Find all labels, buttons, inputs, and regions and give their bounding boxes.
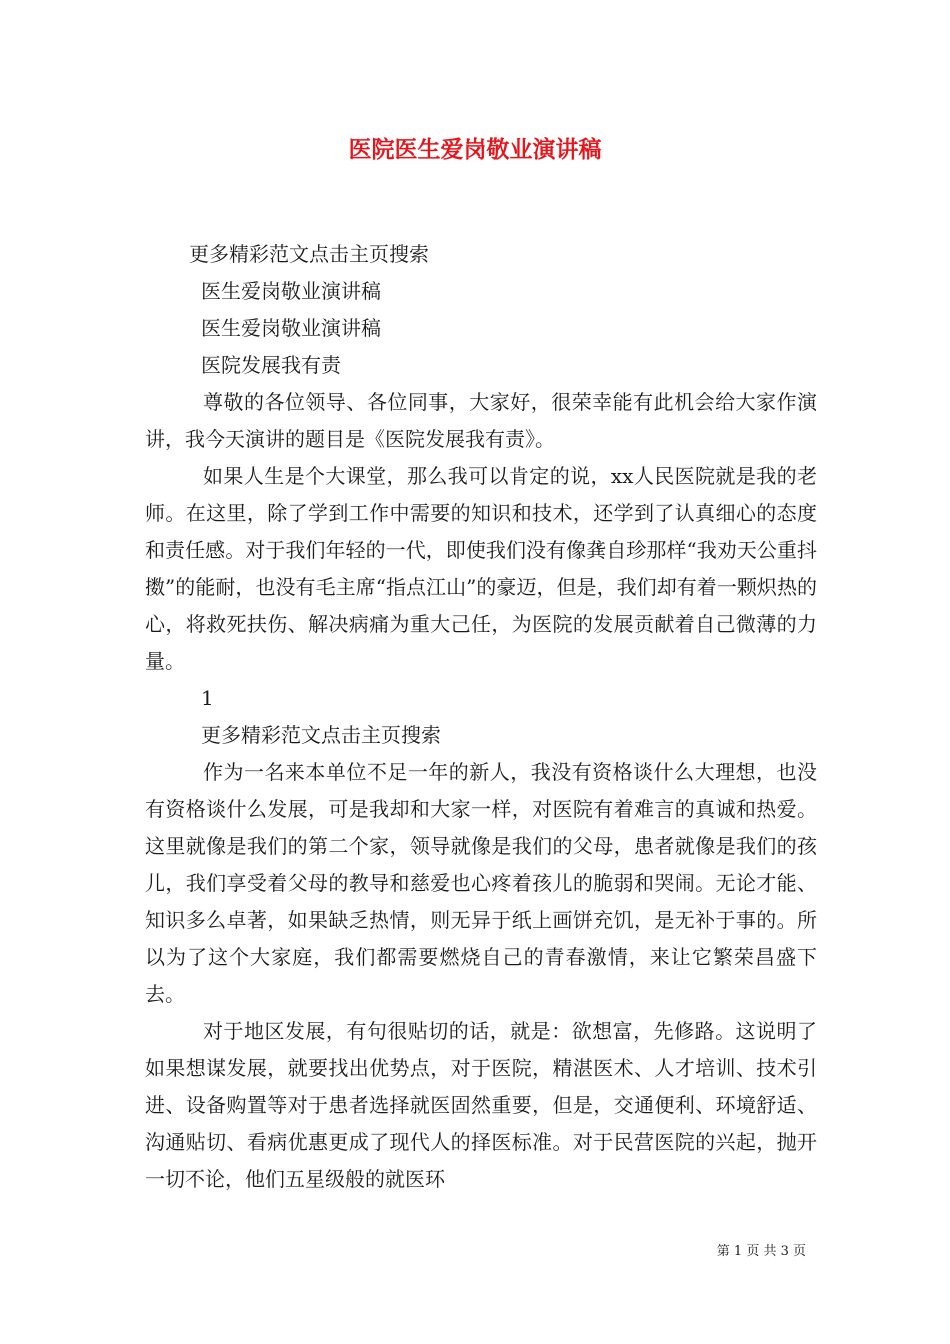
header-line-topic: 医院发展我有责	[201, 353, 341, 377]
page-footer: 第 1 页 共 3 页	[716, 1244, 806, 1259]
repeat-promo-line: 更多精彩范文点击主页搜索	[201, 723, 441, 747]
document-body	[145, 236, 817, 1198]
header-line-subtitle: 医生爱岗敬业演讲稿	[201, 279, 381, 303]
document-title: 医院医生爱岗敬业演讲稿	[348, 136, 602, 163]
header-line-subtitle: 医生爱岗敬业演讲稿	[201, 316, 381, 340]
paragraph: 尊敬的各位领导、各位同事，大家好，很荣幸能有此机会给大家作演讲，我今天演讲的题目是《医院发展我有责》。	[145, 390, 817, 451]
header-line-promo: 更多精彩范文点击主页搜索	[189, 242, 429, 266]
paragraph: 如果人生是个大课堂，那么我可以肯定的说，xx人民医院就是我的老师。在这里，除了学到工作中需要的知识和技术，还学到了认真细心的态度和责任感。对于我们年轻的一代，即使我们没有像龚自珍那样“我劝天公重抖擞”的能耐，也没有毛主席“指点江山”的豪迈，但是，我们却有着一颗炽热的心，将救死扶伤、解决病痛为重大己任，为医院的发展贡献着自己微薄的力量。	[145, 464, 817, 673]
paragraph: 对于地区发展，有句很贴切的话，就是：欲想富，先修路。这说明了如果想谋发展，就要找出优势点，对于医院，精湛医术、人才培训、技术引进、设备购置等对于患者选择就医固然重要，但是，交通便利、环境舒适、沟通贴切、看病优惠更成了现代人的择医标准。对于民营医院的兴起，抛开一切不论，他们五星级般的就医环	[145, 1019, 817, 1191]
page-marker: 1	[201, 686, 214, 710]
paragraph: 作为一名来本单位不足一年的新人，我没有资格谈什么大理想，也没有资格谈什么发展，可是我却和大家一样，对医院有着难言的真诚和热爱。这里就像是我们的第二个家，领导就像是我们的父母，患者就像是我们的孩儿，我们享受着父母的教导和慈爱也心疼着孩儿的脆弱和哭闹。无论才能、知识多么卓著，如果缺乏热情，则无异于纸上画饼充饥，是无补于事的。所以为了这个大家庭，我们都需要燃烧自己的青春激情，来让它繁荣昌盛下去。	[145, 760, 817, 1006]
